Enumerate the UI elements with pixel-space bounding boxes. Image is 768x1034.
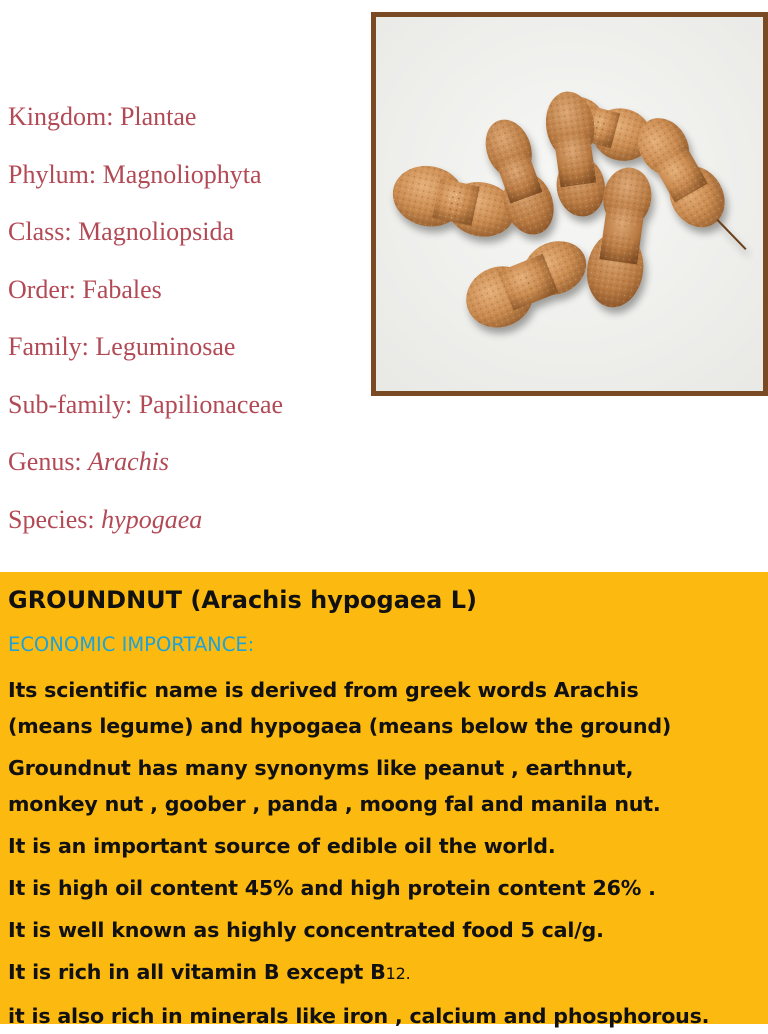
kingdom-row: Kingdom: Plantae [8, 102, 197, 131]
point-line: It is well known as highly concentrated food 5 cal/g. [8, 918, 604, 942]
point-line: It is high oil content 45% and high protein content 26% . [8, 876, 656, 900]
point-line: Groundnut has many synonyms like peanut , earthnut, [8, 756, 634, 780]
phylum-row: Phylum: Magnoliophyta [8, 159, 262, 189]
point-line: (means legume) and hypogaea (means below the ground) [8, 714, 672, 738]
species-label: Species: [8, 504, 102, 534]
genus-value: Arachis [88, 447, 170, 476]
species-value: hypogaea [101, 504, 203, 534]
peanuts-photo-icon [376, 17, 763, 391]
point-line [8, 954, 709, 992]
taxonomy-list [8, 88, 283, 548]
economic-importance-slide [0, 572, 768, 1028]
peanuts-photo [371, 12, 768, 396]
species-row [8, 491, 283, 549]
family-row: Family: Leguminosae [8, 332, 236, 361]
economic-points [8, 672, 709, 1034]
genus-label: Genus: [8, 447, 89, 476]
point-line: Its scientific name is derived from greek words Arachis [8, 678, 639, 702]
class-row: Class: Magnoliopsida [8, 217, 235, 246]
subfamily-row: Sub-family: Papilionaceae [8, 389, 284, 419]
vitamin-subscript: 12. [385, 964, 411, 983]
slide-subtitle: ECONOMIC IMPORTANCE: [8, 633, 255, 656]
vitamin-text: It is rich in all vitamin B except B [8, 960, 386, 984]
point-line: monkey nut , goober , panda , moong fal and manila nut. [8, 792, 661, 816]
point-line: It is an important source of edible oil the world. [8, 834, 556, 858]
order-row: Order: Fabales [8, 274, 162, 304]
point-line: it is also rich in minerals like iron , calcium and phosphorous. [8, 1004, 710, 1028]
genus-row [8, 433, 283, 491]
slide-title: GROUNDNUT (Arachis hypogaea L) [8, 586, 477, 614]
